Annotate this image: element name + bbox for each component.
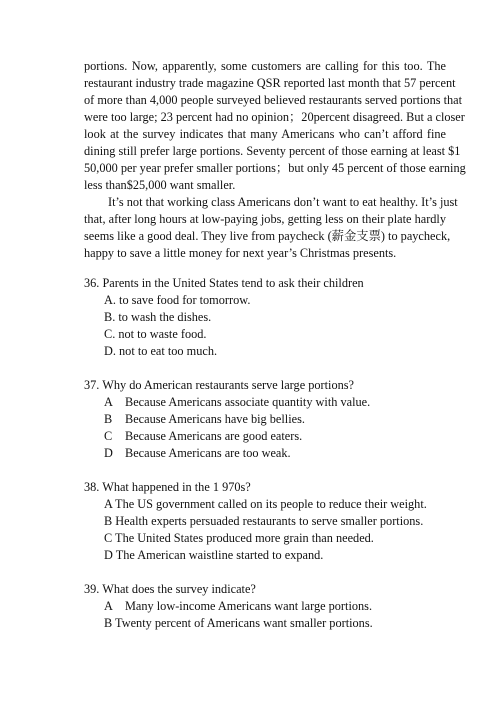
answer-option[interactable] (84, 598, 446, 615)
passage-line: that, after long hours at low-paying jobs, getting less on their plate hardly (84, 212, 446, 226)
passage-line: portions. Now, apparently, some customers are calling for this too. The (84, 59, 446, 73)
passage-line: less than$25,000 want smaller. (84, 178, 236, 192)
passage-line: It’s not that working class Americans don’t want to eat healthy. It’s just (108, 195, 458, 209)
question-stem: 39. What does the survey indicate? (84, 582, 256, 596)
option-letter: C (104, 429, 113, 443)
passage-paragraph-2 (84, 194, 458, 262)
option-text: B. to wash the dishes. (104, 310, 212, 324)
answer-option[interactable] (84, 343, 446, 360)
document-page (84, 58, 466, 632)
option-text: A. to save food for tomorrow. (104, 293, 251, 307)
question-38 (84, 479, 446, 564)
answer-option[interactable] (84, 513, 446, 530)
option-text: C The United States produced more grain than needed. (104, 531, 374, 545)
answer-option[interactable] (84, 411, 446, 428)
option-text: Because Americans are good eaters. (125, 429, 303, 443)
question-stem: 36. Parents in the United States tend to ask their children (84, 276, 364, 290)
option-text: Because Americans associate quantity with value. (125, 395, 371, 409)
option-letter: D (104, 446, 113, 460)
option-text: D. not to eat too much. (104, 344, 218, 358)
question-stem: 37. Why do American restaurants serve large portions? (84, 378, 354, 392)
answer-option[interactable] (84, 445, 446, 462)
passage-line: 50,000 per year prefer smaller portions；but only 45 percent of those earning (84, 161, 466, 175)
passage-paragraph-1 (84, 58, 466, 194)
answer-option[interactable] (84, 394, 446, 411)
passage-line: dining still prefer large portions. Seventy percent of those earning at least $1 (84, 144, 461, 158)
option-letter: B (104, 412, 113, 426)
answer-option[interactable] (84, 530, 446, 547)
option-text: A The US government called on its people to reduce their weight. (104, 497, 427, 511)
option-text: D The American waistline started to expand. (104, 548, 324, 562)
option-text: Because Americans have big bellies. (125, 412, 305, 426)
option-text: Many low-income Americans want large portions. (125, 599, 373, 613)
answer-option[interactable] (84, 547, 446, 564)
passage-line: look at the survey indicates that many Americans who can’t afford fine (84, 127, 446, 141)
question-39 (84, 581, 446, 632)
answer-option[interactable] (84, 292, 446, 309)
answer-option[interactable] (84, 428, 446, 445)
option-letter: A (104, 599, 113, 613)
option-letter: A (104, 395, 113, 409)
answer-option[interactable] (84, 496, 446, 513)
answer-option[interactable] (84, 615, 446, 632)
option-text: B Twenty percent of Americans want smaller portions. (104, 616, 373, 630)
answer-option[interactable] (84, 309, 446, 326)
answer-option[interactable] (84, 326, 446, 343)
question-37 (84, 377, 446, 462)
option-text: C. not to waste food. (104, 327, 207, 341)
question-stem: 38. What happened in the 1 970s? (84, 480, 251, 494)
option-text: Because Americans are too weak. (125, 446, 291, 460)
passage-line: seems like a good deal. They live from paycheck (薪金支票) to paycheck, (84, 229, 451, 243)
passage-line: of more than 4,000 people surveyed believed restaurants served portions that (84, 93, 463, 107)
passage-line: happy to save a little money for next year’s Christmas presents. (84, 246, 397, 260)
passage-line: restaurant industry trade magazine QSR reported last month that 57 percent (84, 76, 456, 90)
question-36 (84, 275, 446, 360)
passage-line: were too large; 23 percent had no opinion；20percent disagreed. But a closer (84, 110, 465, 124)
option-text: B Health experts persuaded restaurants to serve smaller portions. (104, 514, 424, 528)
